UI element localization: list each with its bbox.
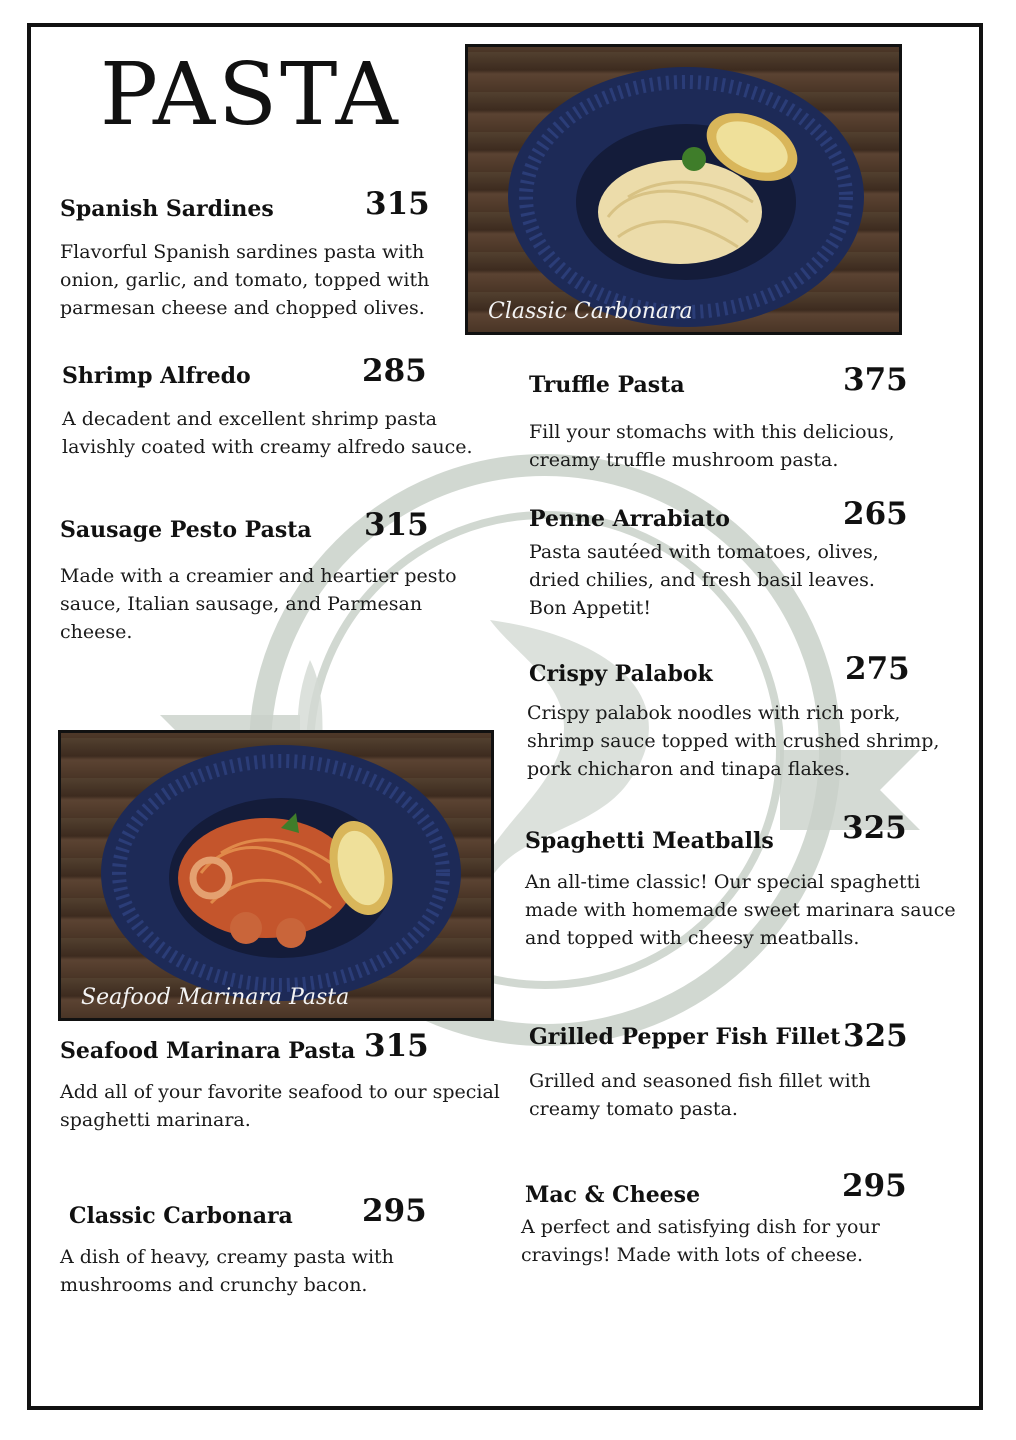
item-name: Penne Arrabiato (529, 506, 730, 532)
seafood-marinara-photo (58, 730, 494, 1021)
item-name: Sausage Pesto Pasta (60, 517, 312, 543)
item-price: 375 (843, 362, 908, 398)
photo-caption: Seafood Marinara Pasta (81, 985, 350, 1010)
item-price: 265 (843, 496, 908, 532)
item-description: A decadent and excellent shrimp pasta lavishly coated with creamy alfredo sauce. (62, 408, 473, 458)
item-description: Flavorful Spanish sardines pasta with onion, garlic, and tomato, topped with parmesan cheese and chopped olives. (60, 241, 430, 319)
pasta-plate-illustration (468, 47, 899, 332)
item-price: 295 (362, 1193, 427, 1229)
carbonara-photo (465, 44, 902, 335)
pasta-plate-illustration (61, 733, 491, 1018)
item-description: Add all of your favorite seafood to our special spaghetti marinara. (60, 1081, 500, 1131)
item-name: Spaghetti Meatballs (525, 828, 774, 854)
item-description: Pasta sautéed with tomatoes, olives, dried chilies, and fresh basil leaves. Bon Appetit! (529, 541, 879, 619)
item-price: 315 (364, 507, 429, 543)
item-price: 315 (364, 1028, 429, 1064)
item-name: Mac & Cheese (525, 1182, 701, 1208)
menu-title: PASTA (100, 45, 401, 145)
item-price: 295 (842, 1168, 907, 1204)
item-name: Spanish Sardines (60, 196, 274, 222)
item-description: Fill your stomachs with this delicious, creamy truffle mushroom pasta. (529, 421, 895, 471)
photo-caption: Classic Carbonara (488, 299, 693, 324)
item-description: Grilled and seasoned fish fillet with creamy tomato pasta. (529, 1070, 871, 1120)
item-price: 315 (365, 186, 430, 222)
item-name: Seafood Marinara Pasta (60, 1038, 356, 1064)
item-name: Shrimp Alfredo (62, 363, 251, 389)
item-description: A dish of heavy, creamy pasta with mushrooms and crunchy bacon. (60, 1246, 394, 1296)
item-price: 275 (845, 651, 910, 687)
item-name: Crispy Palabok (529, 661, 713, 687)
item-price: 285 (362, 353, 427, 389)
item-name: Grilled Pepper Fish Fillet (529, 1024, 841, 1050)
item-price: 325 (843, 1018, 908, 1054)
item-description: An all-time classic! Our special spaghetti made with homemade sweet marinara sauce and topped with cheesy meatballs. (525, 871, 956, 949)
item-name: Truffle Pasta (529, 372, 685, 398)
item-price: 325 (842, 810, 907, 846)
item-description: A perfect and satisfying dish for your cravings! Made with lots of cheese. (521, 1216, 880, 1266)
item-name: Classic Carbonara (69, 1203, 293, 1229)
item-description: Crispy palabok noodles with rich pork, shrimp sauce topped with crushed shrimp, pork chicharon and tinapa flakes. (527, 702, 940, 780)
item-description: Made with a creamier and heartier pesto sauce, Italian sausage, and Parmesan cheese. (60, 565, 457, 643)
